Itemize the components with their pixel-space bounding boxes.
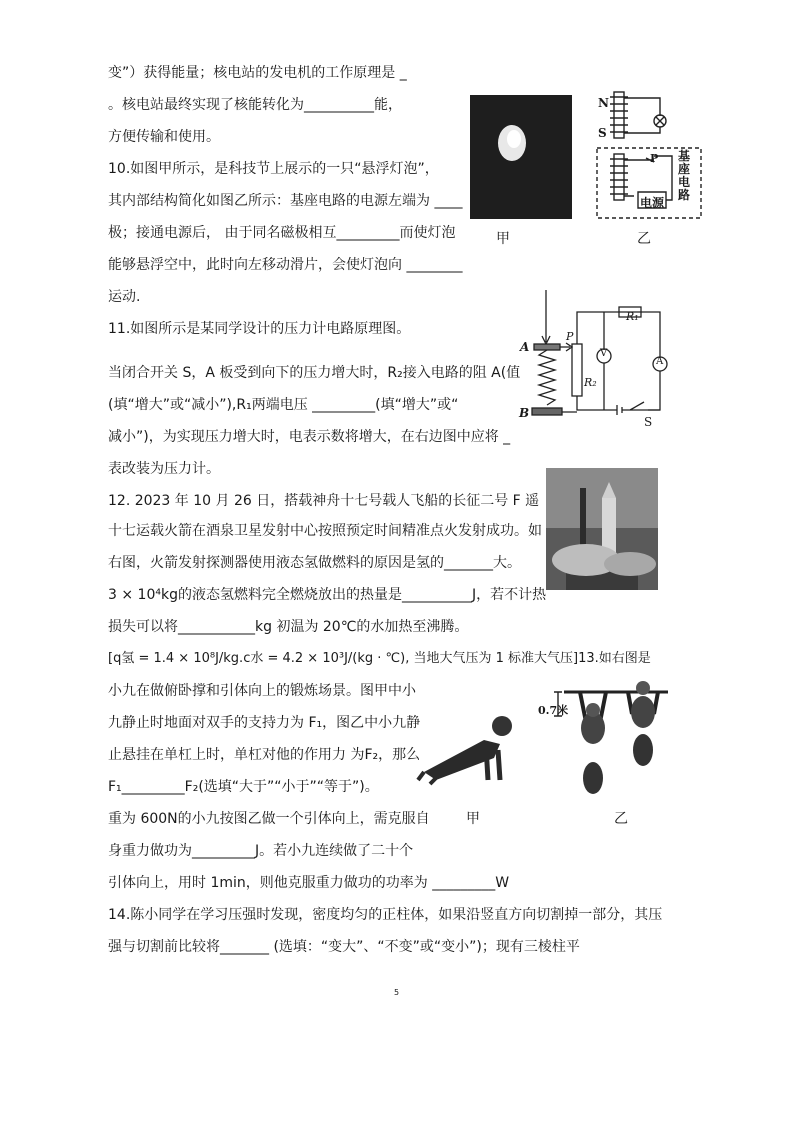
label-r1: R₁ (626, 310, 639, 323)
label-n: N (598, 96, 609, 110)
pushup-illustration (414, 710, 526, 794)
text-line: 强与切割前比较将_______ (选填：“变大”、“不变”或“变小”)；现有三棱柱平 (108, 939, 580, 955)
label-p: P (650, 152, 659, 165)
figure-caption-jia: 甲 (496, 231, 510, 247)
figure-caption-yi: 乙 (637, 231, 651, 247)
label-r2: R₂ (584, 376, 597, 389)
figure-caption-jia: 甲 (466, 811, 480, 827)
text-line: 引体向上，用时 1min，则他克服重力做功的功率为 _________W (108, 875, 510, 891)
text-line: 能够悬浮空中，此时向左移动滑片，会使灯泡向 ________ (108, 257, 463, 273)
text-line: F₁_________F₂(选填“大于”“小于”“等于”)。 (108, 779, 379, 795)
text-line: (填“增大”或“减小”),R₁两端电压 _________(填“增大”或“ (108, 397, 459, 413)
text-line: 当闭合开关 S，A 板受到向下的压力增大时，R₂接入电路的阻 A(值 (108, 365, 521, 381)
text-line: 其内部结构简化如图乙所示：基座电路的电源左端为 ____ (108, 193, 463, 209)
label-a-plate: A (520, 340, 530, 354)
text-line: 十七运载火箭在酒泉卫星发射中心按照预定时间精准点火发射成功。如 (108, 523, 542, 539)
pullup-illustration (534, 680, 668, 806)
page-number: 5 (394, 988, 400, 997)
text-line: 减小”)，为实现压力增大时，电表示数将增大，在右边图中应将 _ (108, 429, 511, 445)
question-10-line: 10.如图甲所示，是科技节上展示的一只“悬浮灯泡”， (108, 161, 439, 177)
voltmeter-label: V (600, 348, 608, 359)
text-line: 。核电站最终实现了核能转化为__________能， (108, 97, 402, 113)
ammeter-label: A (656, 356, 664, 367)
label-base-circuit: 基座电路 (678, 149, 691, 202)
question-14-line: 14.陈小同学在学习压强时发现，密度均匀的正柱体，如果沿竖直方向切割掉一部分，其压 (108, 907, 663, 923)
floating-bulb-photo (470, 95, 572, 219)
text-line: 表改装为压力计。 (108, 461, 220, 477)
label-b-plate: B (519, 406, 530, 420)
question-13-line: 小九在做俯卧撑和引体向上的锻炼场景。图甲中小 (108, 683, 416, 699)
text-line: 损失可以将___________kg 初温为 20℃的水加热至沸腾。 (108, 619, 469, 635)
distance-label: 0.7米 (538, 704, 569, 717)
formula-line: [q氢 = 1.4 × 10⁸J/kg.c水 = 4.2 × 10³J/(kg · ℃), 当地大气压为 1 标准大气压]13.如右图是 (108, 651, 651, 666)
text-line: 重为 600N的小九按图乙做一个引体向上，需克服自 (108, 811, 430, 827)
text-line: 极；接通电源后， 由于同名磁极相互_________而使灯泡 (108, 225, 456, 241)
label-switch: S (644, 415, 653, 429)
text-line: 运动. (108, 289, 141, 305)
label-slider-p: P (566, 330, 574, 343)
text-line: 3 × 10⁴kg的液态氢燃料完全燃烧放出的热量是__________J，若不计热 (108, 587, 547, 603)
text-line: 方便传输和使用。 (108, 129, 220, 145)
text-line: 变”）获得能量；核电站的发电机的工作原理是 _ (108, 65, 407, 81)
text-line: 身重力做功为_________J。若小九连续做了二十个 (108, 843, 414, 859)
label-s: S (598, 126, 607, 140)
pressure-meter-circuit (514, 288, 690, 438)
text-line: 止悬挂在单杠上时，单杠对他的作用力 为F₂，那么 (108, 747, 421, 763)
question-11-line: 11.如图所示是某同学设计的压力计电路原理图。 (108, 321, 411, 337)
question-12-line: 12. 2023 年 10 月 26 日，搭载神舟十七号载人飞船的长征二号 F 遥 (108, 493, 540, 509)
text-line: 右图，火箭发射探测器使用液态氢做燃料的原因是氢的_______大。 (108, 555, 521, 571)
figure-caption-yi: 乙 (614, 811, 628, 827)
label-power: 电源 (640, 196, 665, 210)
rocket-launch-photo (546, 468, 658, 590)
text-line: 九静止时地面对双手的支持力为 F₁，图乙中小九静 (108, 715, 421, 731)
